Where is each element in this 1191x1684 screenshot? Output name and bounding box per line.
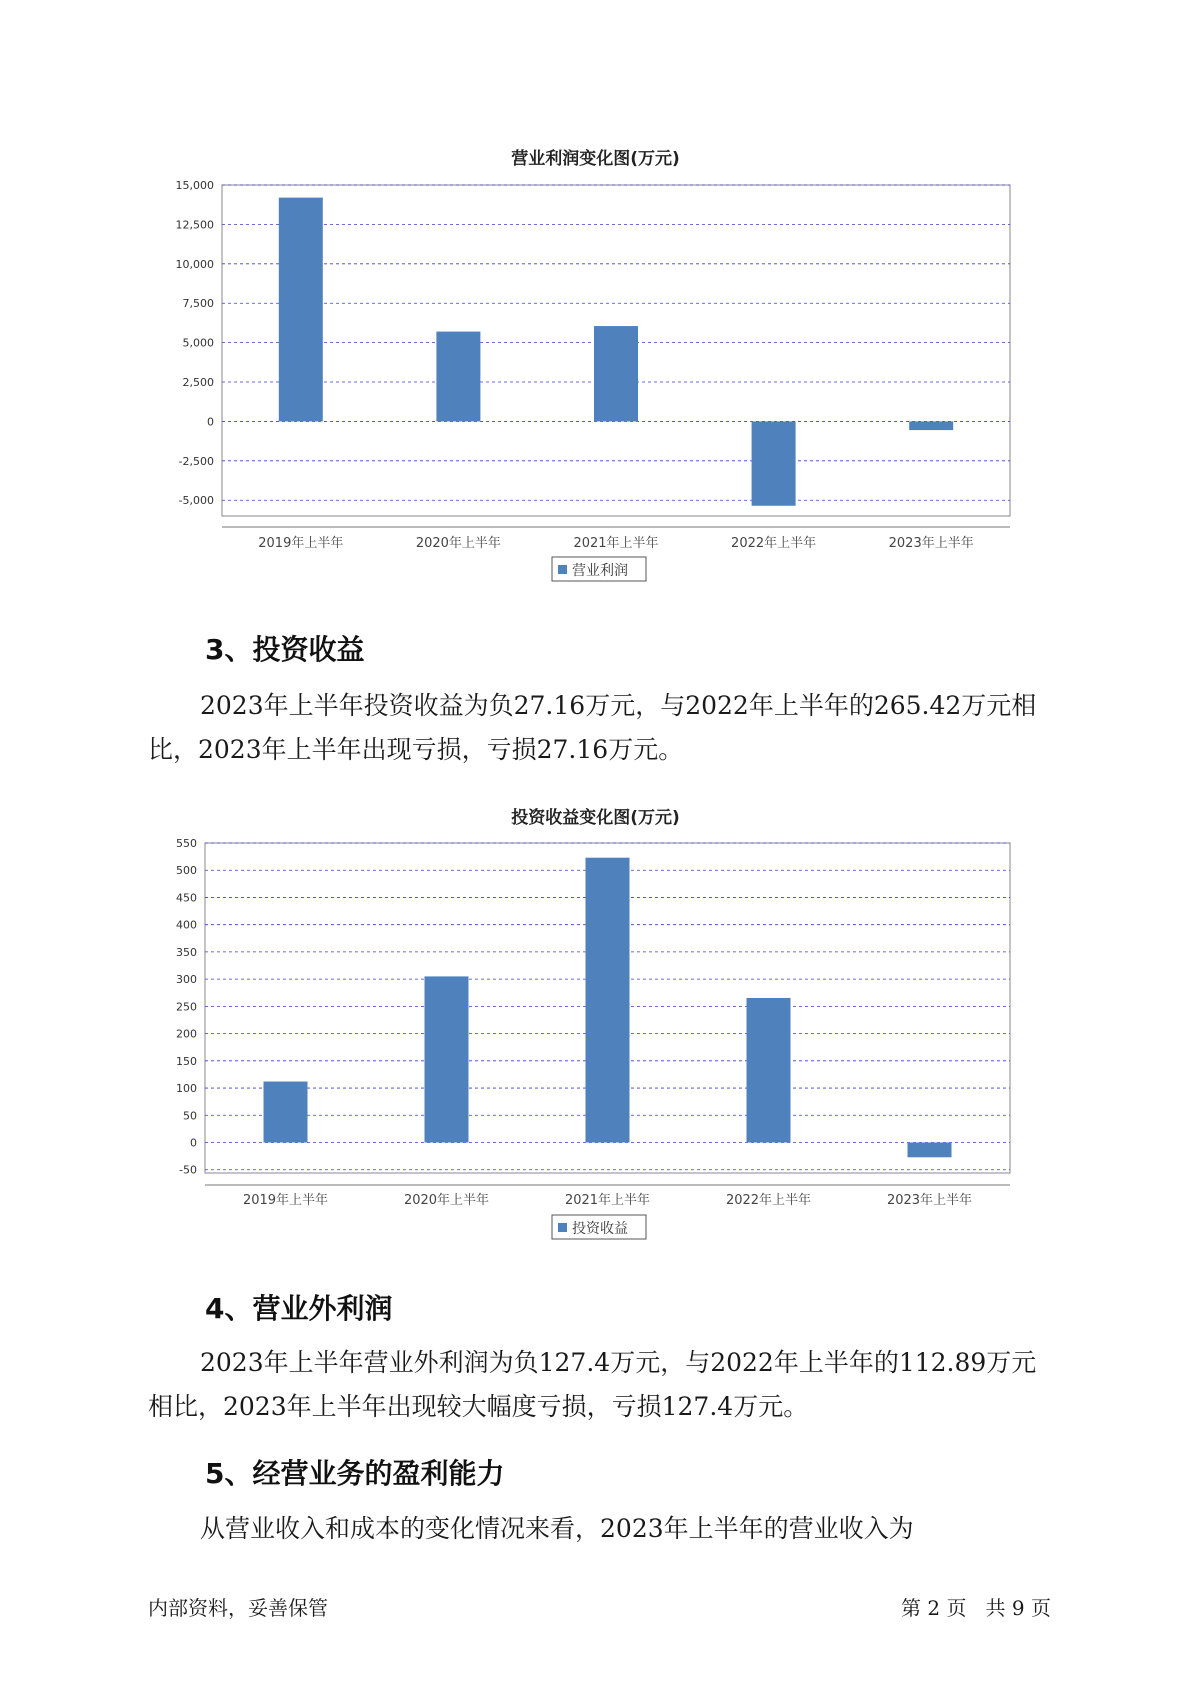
- y-tick-label: -50: [179, 1163, 197, 1177]
- chart-title-investment-income: 投资收益变化图(万元): [511, 808, 680, 828]
- section-paragraph-investment-income: [148, 684, 1058, 772]
- bar: [908, 1143, 952, 1158]
- y-tick-label: 5,000: [182, 336, 214, 350]
- y-tick-label: -5,000: [178, 494, 214, 508]
- y-tick-label: 100: [176, 1082, 197, 1096]
- y-tick-label: 10,000: [175, 257, 214, 271]
- legend-label: 投资收益: [572, 1221, 628, 1237]
- x-tick-label: 2021年上半年: [564, 1193, 651, 1208]
- x-tick-label: 2023年上半年: [888, 536, 974, 551]
- y-tick-label: 12,500: [175, 218, 214, 232]
- y-tick-label: 7,500: [182, 297, 214, 311]
- section-heading-non-operating-profit: 4、营业外利润: [205, 1292, 393, 1325]
- operating-profit-chart: [0, 170, 1191, 590]
- y-tick-label: 550: [176, 837, 197, 850]
- x-tick-label: 2019年上半年: [242, 1193, 329, 1208]
- y-tick-label: 150: [176, 1054, 197, 1068]
- chart-title-operating-profit: 营业利润变化图(万元): [511, 149, 680, 169]
- bar: [279, 198, 323, 422]
- x-tick-label: 2023年上半年: [886, 1193, 973, 1208]
- bar: [909, 421, 953, 430]
- y-tick-label: 400: [176, 918, 197, 932]
- x-tick-label: 2021年上半年: [573, 536, 659, 551]
- legend-label: 营业利润: [572, 563, 628, 579]
- bar: [425, 976, 469, 1142]
- x-tick-label: 2022年上半年: [725, 1193, 812, 1208]
- x-tick-label: 2019年上半年: [258, 536, 344, 551]
- y-tick-label: 200: [176, 1027, 197, 1041]
- x-tick-label: 2022年上半年: [731, 536, 817, 551]
- paragraph-text: 从营业收入和成本的变化情况来看，2023年上半年的营业收入为: [200, 1514, 914, 1543]
- footer-page-number: 第 2 页 共 9 页: [901, 1596, 1051, 1620]
- bar: [752, 421, 796, 505]
- paragraph-text: 2023年上半年投资收益为负27.16万元，与2022年上半年的265.42万元相比，2023年上半年出现亏损，亏损27.16万元。: [148, 691, 1037, 764]
- bar: [264, 1082, 308, 1143]
- paragraph-text: 2023年上半年营业外利润为负127.4万元，与2022年上半年的112.89万元相比，2023年上半年出现较大幅度亏损，亏损127.4万元。: [148, 1348, 1037, 1421]
- section-heading-investment-income: 3、投资收益: [205, 633, 365, 666]
- bar: [747, 998, 791, 1143]
- y-tick-label: 0: [207, 415, 214, 429]
- y-tick-label: 450: [176, 891, 197, 905]
- section-heading-profitability: 5、经营业务的盈利能力: [205, 1457, 505, 1490]
- y-tick-label: 2,500: [182, 376, 214, 390]
- bar: [436, 332, 480, 422]
- investment-income-chart: [0, 830, 1191, 1250]
- y-tick-label: 250: [176, 1000, 197, 1014]
- x-tick-label: 2020年上半年: [415, 536, 501, 551]
- y-tick-label: -2,500: [178, 454, 214, 468]
- y-tick-label: 350: [176, 945, 197, 959]
- y-tick-label: 0: [190, 1136, 197, 1150]
- section-paragraph-profitability: [148, 1507, 1058, 1551]
- bar: [594, 326, 638, 421]
- y-tick-label: 500: [176, 864, 197, 878]
- section-paragraph-non-operating-profit: [148, 1341, 1058, 1429]
- x-tick-label: 2020年上半年: [403, 1193, 490, 1208]
- footer-confidential-note: 内部资料，妥善保管: [148, 1596, 328, 1620]
- y-tick-label: 15,000: [175, 179, 214, 192]
- legend-swatch: [558, 1223, 567, 1232]
- y-tick-label: 300: [176, 973, 197, 987]
- y-tick-label: 50: [183, 1109, 197, 1123]
- bar: [586, 858, 630, 1143]
- legend-swatch: [558, 565, 567, 574]
